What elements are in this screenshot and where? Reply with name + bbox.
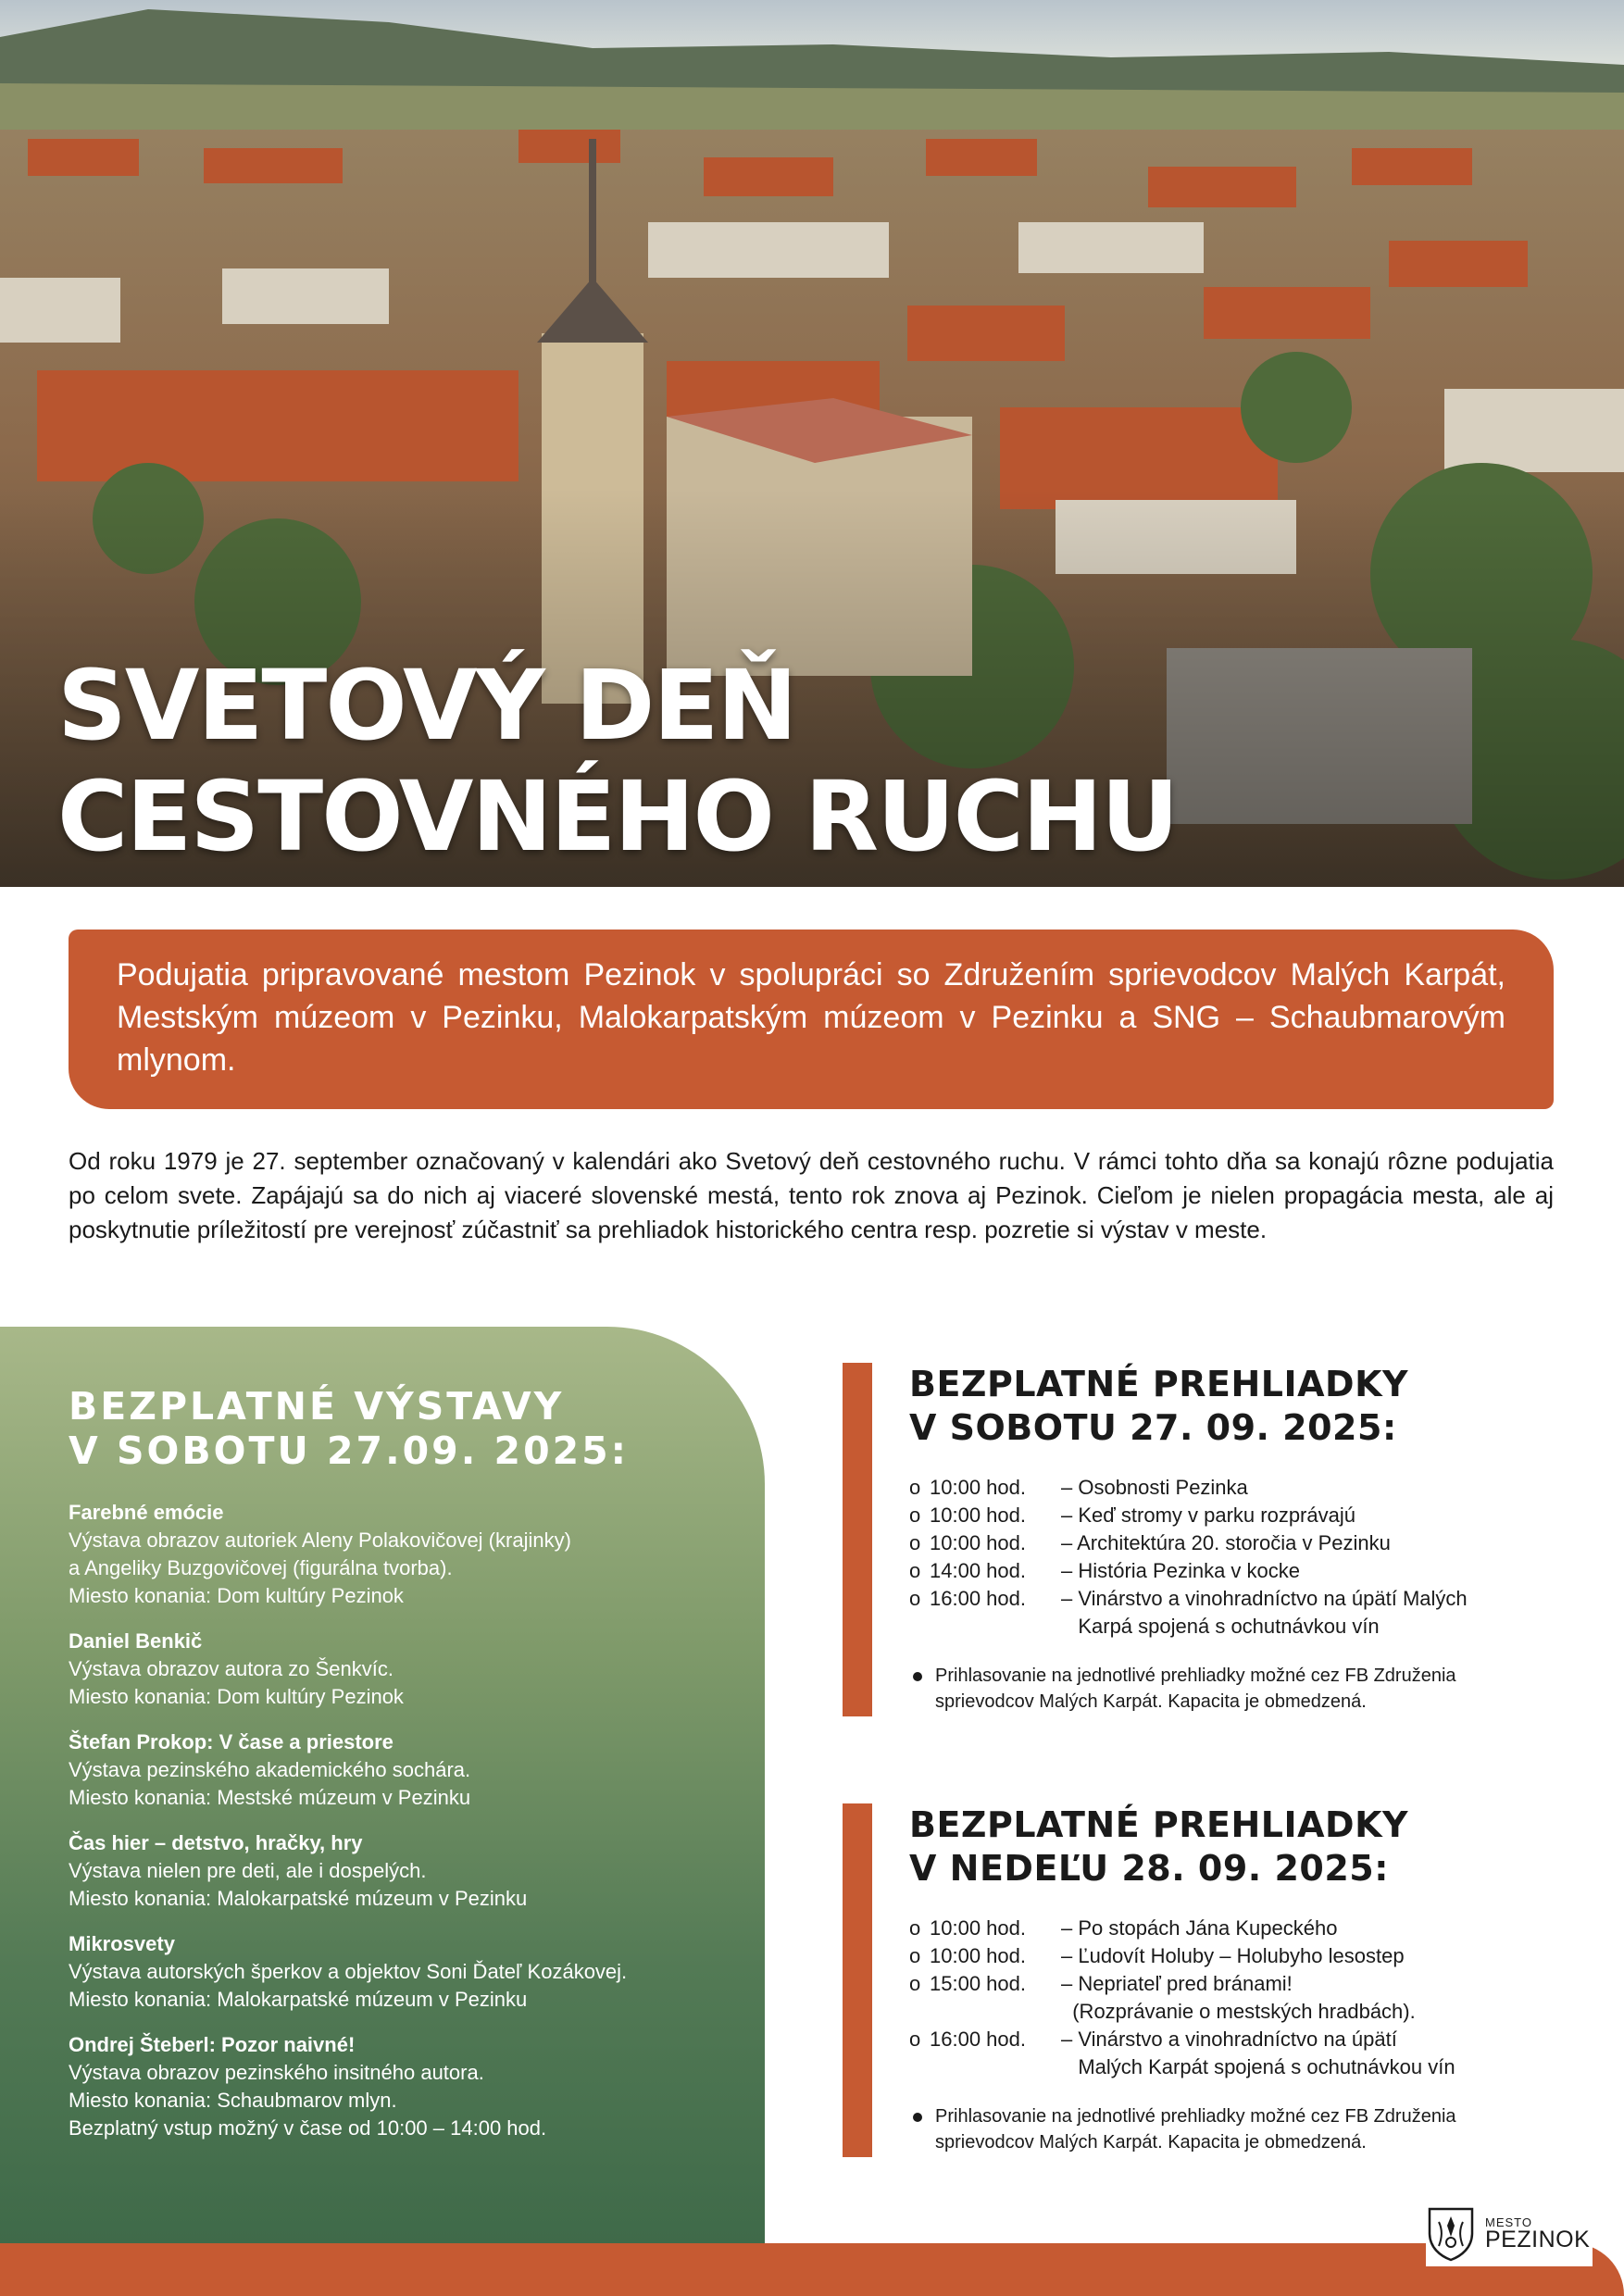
accent-bar	[843, 1803, 872, 2157]
logo-line-2: PEZINOK	[1485, 2227, 1591, 2252]
note-line-2: sprievodcov Malých Karpát. Kapacita je obmedzená.	[935, 1691, 1367, 1712]
tour-time: 16:00 hod.	[930, 2028, 1026, 2051]
accent-bar	[843, 1363, 872, 1716]
exhibition-title: Daniel Benkič	[69, 1629, 203, 1653]
town-logo	[1426, 2202, 1593, 2266]
note-line-1: Prihlasovanie na jednotlivé prehliadky možné cez FB Združenia	[935, 2106, 1456, 2127]
exhibitions-title-line-2: V SOBOTU 27.09. 2025:	[69, 1429, 630, 1473]
tour-time: 10:00 hod.	[930, 1504, 1026, 1527]
saturday-tours-block	[843, 1363, 1574, 1716]
list-marker: o	[909, 1916, 921, 1940]
list-marker: o	[909, 2028, 921, 2051]
tour-name-cont: (Rozprávanie o mestských hradbách).	[1061, 2000, 1416, 2023]
saturday-title-line-1: BEZPLATNÉ PREHLIADKY	[909, 1364, 1409, 1404]
logo-line-1: MESTO	[1485, 2215, 1532, 2229]
exhibition-title: Mikrosvety	[69, 1932, 175, 1955]
intro-text: Podujatia pripravované mestom Pezinok v spolupráci so Združením sprievodcov Malých Karpát, Mestským múzeom v Pezinku, Malokarpatským múzeom v Pezinku a SNG – Schaubmarovým mlynom.	[117, 957, 1505, 1078]
list-marker: o	[909, 1504, 921, 1527]
crest-icon	[1426, 2205, 1476, 2263]
sunday-title-line-2: V NEDEĽU 28. 09. 2025:	[909, 1848, 1389, 1889]
exhibition-line: Výstava autorských šperkov a objektov Soni Ďateľ Kozákovej.	[69, 1960, 628, 1983]
exhibition-venue: Miesto konania: Dom kultúry Pezinok	[69, 1584, 404, 1607]
exhibition-line: Výstava pezinského akademického sochára.	[69, 1758, 471, 1781]
tour-name: – Vinárstvo a vinohradníctvo na úpätí	[1061, 2028, 1397, 2051]
intro-box	[69, 930, 1554, 1109]
exhibition-line: Výstava obrazov pezinského insitného autora.	[69, 2061, 484, 2084]
exhibition-line: Výstava obrazov autoriek Aleny Polakovičovej (krajinky)	[69, 1529, 571, 1552]
exhibition-line: a Angeliky Buzgovičovej (figurálna tvorba).	[69, 1556, 453, 1579]
tour-time: 10:00 hod.	[930, 1944, 1026, 1967]
exhibition-item	[69, 2031, 728, 2142]
bullet-icon	[913, 2113, 922, 2122]
sunday-tour-list	[909, 1915, 1574, 2081]
page-title	[57, 650, 1177, 872]
exhibitions-title-line-1: BEZPLATNÉ VÝSTAVY	[69, 1384, 565, 1429]
title-line-2: CESTOVNÉHO RUCHU	[57, 760, 1178, 873]
exhibition-line: Výstava nielen pre deti, ale i dospelých.	[69, 1859, 427, 1882]
tour-item	[909, 1970, 1574, 2026]
exhibition-venue: Miesto konania: Mestské múzeum v Pezinku	[69, 1786, 471, 1809]
note-line-1: Prihlasovanie na jednotlivé prehliadky možné cez FB Združenia	[935, 1666, 1456, 1686]
tour-time: 16:00 hod.	[930, 1587, 1026, 1610]
exhibition-venue: Miesto konania: Dom kultúry Pezinok	[69, 1685, 404, 1708]
hero-photo	[0, 0, 1624, 887]
tour-name: – Vinárstvo a vinohradníctvo na úpätí Malých	[1061, 1587, 1468, 1610]
list-marker: o	[909, 1531, 921, 1554]
tour-name-cont: Malých Karpát spojená s ochutnávkou vín	[1061, 2055, 1455, 2078]
list-marker: o	[909, 1559, 921, 1582]
list-marker: o	[909, 1944, 921, 1967]
exhibitions-panel	[0, 1327, 765, 2243]
tour-time: 14:00 hod.	[930, 1559, 1026, 1582]
body-paragraph: Od roku 1979 je 27. september označovaný v kalendári ako Svetový deň cestovného ruchu. V rámci tohto dňa sa konajú rôzne podujatia po celom svete. Zapájajú sa do nich aj viaceré slovenské mestá, tento rok znova aj Pezinok. Cieľom je nielen propagácia mesta, ale aj poskytnutie príležitostí pre verejnosť zúčastniť sa prehliadok historického centra resp. pozretie si výstav v meste.	[69, 1147, 1554, 1243]
exhibition-venue: Miesto konania: Malokarpatské múzeum v Pezinku	[69, 1887, 528, 1910]
exhibitions-title	[69, 1384, 728, 1473]
exhibition-item	[69, 1499, 728, 1610]
tour-item	[909, 2026, 1574, 2081]
tour-item	[909, 1502, 1574, 1529]
tour-name: – Po stopách Jána Kupeckého	[1061, 1916, 1338, 1940]
sunday-title-line-1: BEZPLATNÉ PREHLIADKY	[909, 1804, 1409, 1845]
exhibition-title: Ondrej Šteberl: Pozor naivné!	[69, 2033, 356, 2056]
tour-name-cont: Karpá spojená s ochutnávkou vín	[1061, 1615, 1380, 1638]
tour-name: – Osobnosti Pezinka	[1061, 1476, 1248, 1499]
tour-time: 10:00 hod.	[930, 1531, 1026, 1554]
exhibition-item	[69, 1930, 728, 2014]
tour-name: – História Pezinka v kocke	[1061, 1559, 1300, 1582]
exhibition-title: Farebné emócie	[69, 1501, 224, 1524]
exhibition-title: Čas hier – detstvo, hračky, hry	[69, 1831, 363, 1854]
exhibition-title: Štefan Prokop: V čase a priestore	[69, 1730, 394, 1753]
list-marker: o	[909, 1587, 921, 1610]
tour-time: 10:00 hod.	[930, 1916, 1026, 1940]
tour-name: – Ľudovít Holuby – Holubyho lesostep	[1061, 1944, 1405, 1967]
note-line-2: sprievodcov Malých Karpát. Kapacita je obmedzená.	[935, 2132, 1367, 2152]
exhibition-line: Výstava obrazov autora zo Šenkvíc.	[69, 1657, 394, 1680]
tour-name: – Architektúra 20. storočia v Pezinku	[1061, 1531, 1391, 1554]
title-line-1: SVETOVÝ DEŇ	[57, 649, 796, 762]
registration-note	[909, 2103, 1574, 2155]
tour-item	[909, 1915, 1574, 1942]
saturday-title-line-2: V SOBOTU 27. 09. 2025:	[909, 1407, 1397, 1448]
list-marker: o	[909, 1972, 921, 1995]
tour-time: 15:00 hod.	[930, 1972, 1026, 1995]
exhibition-venue: Miesto konania: Malokarpatské múzeum v Pezinku	[69, 1988, 528, 2011]
tour-item	[909, 1529, 1574, 1557]
tour-time: 10:00 hod.	[930, 1476, 1026, 1499]
tour-name: – Keď stromy v parku rozprávajú	[1061, 1504, 1355, 1527]
sunday-tours-block	[843, 1803, 1574, 2157]
bullet-icon	[913, 1672, 922, 1681]
sunday-tours-title	[909, 1803, 1574, 1890]
tour-item	[909, 1585, 1574, 1641]
saturday-tour-list	[909, 1474, 1574, 1641]
tour-item	[909, 1474, 1574, 1502]
exhibition-item	[69, 1628, 728, 1711]
exhibition-item	[69, 1728, 728, 1812]
exhibition-item	[69, 1829, 728, 1913]
registration-note	[909, 1663, 1574, 1715]
tour-name: – Nepriateľ pred bránami!	[1061, 1972, 1293, 1995]
saturday-tours-title	[909, 1363, 1574, 1450]
tour-item	[909, 1557, 1574, 1585]
exhibition-hours: Bezplatný vstup možný v čase od 10:00 – 14:00 hod.	[69, 2116, 547, 2140]
tour-item	[909, 1942, 1574, 1970]
footer-bar	[0, 2243, 1624, 2296]
exhibition-venue: Miesto konania: Schaubmarov mlyn.	[69, 2089, 397, 2112]
list-marker: o	[909, 1476, 921, 1499]
